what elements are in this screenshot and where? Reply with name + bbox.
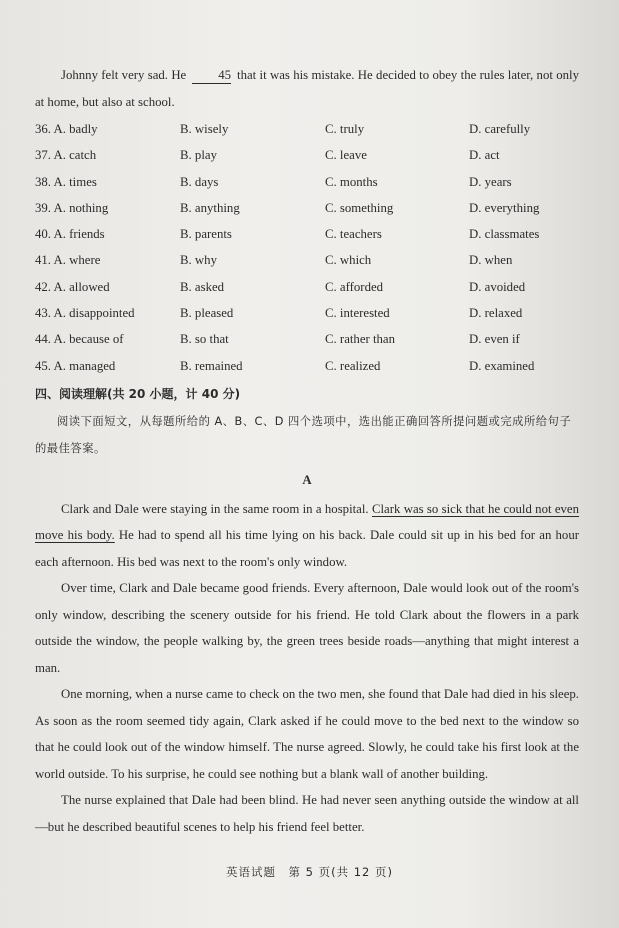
option-row bbox=[35, 247, 579, 273]
option-b: B. play bbox=[180, 148, 217, 163]
passage-paragraph-4: The nurse explained that Dale had been blind. He had never seen anything outside the window at all—but he described beautiful scenes to help his friend feel better. bbox=[35, 793, 579, 834]
option-c: C. truly bbox=[325, 122, 365, 136]
passage-paragraph-3: One morning, when a nurse came to check on the two men, she found that Dale had died in his sleep. As soon as the room seemed tidy again, Clark asked if he could move to the bed next to the window so that he could look out of the window himself. The nurse agreed. Slowly, he could take his first look at the world outside. To his surprise, he could see nothing but a blank wall of another building. bbox=[35, 687, 579, 781]
option-b: B. so that bbox=[180, 332, 229, 347]
passage-title: A bbox=[302, 472, 312, 487]
option-d: D. everything bbox=[469, 200, 540, 215]
option-c: C. something bbox=[325, 200, 394, 215]
cloze-ending-paragraph bbox=[35, 62, 579, 115]
option-row bbox=[35, 116, 579, 142]
option-b: B. wisely bbox=[180, 122, 229, 136]
option-a: 43. A. disappointed bbox=[35, 306, 135, 321]
cloze-options bbox=[35, 116, 579, 379]
section-heading: 四、阅读理解(共 20 小题，计 40 分) bbox=[35, 386, 241, 401]
passage-paragraph-2: Over time, Clark and Dale became good friends. Every afternoon, Dale would look out of the room's only window, describing the scenery outside for his friend. He told Clark about the flowers in a park outside the window, the people walking by, the green trees beside roads—anything that might interest a man. bbox=[35, 581, 579, 675]
option-a: 44. A. because of bbox=[35, 332, 124, 347]
option-row bbox=[35, 221, 579, 247]
option-c: C. leave bbox=[325, 148, 367, 163]
p1-pre: Clark and Dale were staying in the same room in a hospital. bbox=[61, 501, 369, 516]
option-c: C. which bbox=[325, 253, 372, 268]
option-d: D. examined bbox=[469, 358, 535, 373]
option-d: D. carefully bbox=[469, 122, 531, 136]
option-a: 40. A. friends bbox=[35, 227, 105, 242]
option-b: B. why bbox=[180, 253, 217, 268]
underlined-sentence: Clark was so sick that he could not even move his body. bbox=[35, 501, 580, 543]
option-d: D. avoided bbox=[469, 279, 526, 294]
blank-number: 45 bbox=[192, 68, 231, 84]
option-a: 38. A. times bbox=[35, 174, 97, 189]
intro-text-post: that it was his mistake. He decided to obey the rules later, not only at home, but also at school. bbox=[35, 68, 579, 109]
option-c: C. interested bbox=[325, 306, 390, 321]
option-d: D. act bbox=[469, 148, 500, 163]
option-row bbox=[35, 195, 579, 221]
option-d: D. classmates bbox=[469, 227, 540, 242]
option-c: C. realized bbox=[325, 358, 381, 373]
option-b: B. pleased bbox=[180, 306, 234, 321]
option-a: 45. A. managed bbox=[35, 358, 116, 373]
option-b: B. asked bbox=[180, 279, 225, 294]
option-a: 36. A. badly bbox=[35, 122, 98, 136]
page-footer: 英语试题 第 5 页(共 12 页) bbox=[225, 865, 394, 879]
option-a: 37. A. catch bbox=[35, 148, 97, 163]
option-b: B. remained bbox=[180, 358, 243, 373]
option-c: C. afforded bbox=[325, 279, 384, 294]
option-a: 41. A. where bbox=[35, 253, 101, 268]
option-row bbox=[35, 274, 579, 300]
option-b: B. days bbox=[180, 174, 219, 189]
option-d: D. even if bbox=[469, 332, 520, 347]
intro-text-pre: Johnny felt very sad. He bbox=[61, 68, 187, 82]
p1-post: He had to spend all his time lying on his back. Dale could sit up in his bed for an hour each afternoon. His bed was next to the room's only window. bbox=[35, 528, 579, 569]
option-row bbox=[35, 169, 579, 195]
option-d: D. when bbox=[469, 253, 513, 268]
option-d: D. years bbox=[469, 174, 512, 189]
option-row bbox=[35, 353, 579, 379]
option-c: C. rather than bbox=[325, 332, 396, 347]
option-c: C. months bbox=[325, 174, 378, 189]
option-row bbox=[35, 326, 579, 352]
option-c: C. teachers bbox=[325, 227, 382, 242]
option-b: B. parents bbox=[180, 227, 232, 242]
option-b: B. anything bbox=[180, 200, 240, 215]
option-row bbox=[35, 300, 579, 326]
option-a: 42. A. allowed bbox=[35, 279, 110, 294]
option-a: 39. A. nothing bbox=[35, 200, 109, 215]
section-instruction: 阅读下面短文，从每题所给的 A、B、C、D 四个选项中，选出能正确回答所提问题或完成所给句子的最佳答案。 bbox=[35, 414, 572, 455]
option-row bbox=[35, 142, 579, 168]
passage-paragraph-1 bbox=[35, 496, 579, 576]
option-d: D. relaxed bbox=[469, 306, 523, 321]
